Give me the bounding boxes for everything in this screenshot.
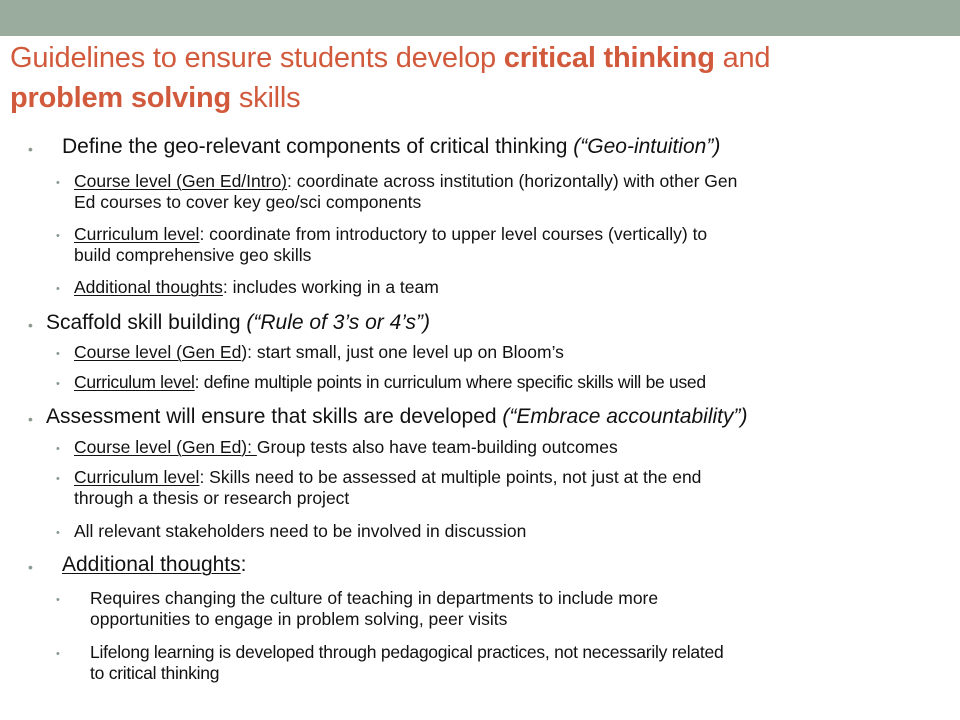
bullet-icon: • xyxy=(56,177,60,189)
item-label: Course level (Gen Ed/Intro) xyxy=(74,171,288,191)
list-item xyxy=(56,372,706,393)
section-additional-thoughts xyxy=(28,553,246,577)
item-text: : Skills need to be assessed at multiple points, not just at the end xyxy=(199,467,702,487)
section-tag: (“Rule of 3’s or 4’s”) xyxy=(246,311,431,334)
bullet-icon: • xyxy=(56,348,60,360)
title-emphasis-problem-solving: problem solving xyxy=(10,82,231,114)
item-label: Curriculum level xyxy=(74,372,195,392)
item-text: Lifelong learning is developed through pedagogical practices, not necessarily related xyxy=(90,642,724,662)
item-text: Group tests also have team-building outcomes xyxy=(256,437,618,457)
section-tag: (“Embrace accountability”) xyxy=(502,405,748,428)
item-text: : define multiple points in curriculum where specific skills will be used xyxy=(194,372,706,392)
list-item xyxy=(56,342,564,363)
bullet-icon: • xyxy=(28,411,33,427)
title-text-2: and xyxy=(714,42,771,74)
item-text-cont: Ed courses to cover key geo/sci components xyxy=(74,192,422,212)
section-tag: (“Geo-intuition”) xyxy=(573,135,721,158)
list-item xyxy=(56,642,723,684)
bullet-icon: • xyxy=(56,473,60,485)
list-item xyxy=(56,437,618,458)
bullet-icon: • xyxy=(28,317,33,333)
bullet-icon: • xyxy=(56,648,60,660)
bullet-icon: • xyxy=(56,378,60,390)
list-item xyxy=(56,467,701,509)
item-text-cont: through a thesis or research project xyxy=(74,488,350,508)
item-label: Course level (Gen Ed): xyxy=(74,437,257,457)
list-item xyxy=(56,171,737,213)
item-text-cont: to critical thinking xyxy=(90,663,220,683)
item-text: Requires changing the culture of teaching in departments to include more xyxy=(90,588,659,608)
bullet-icon: • xyxy=(56,230,60,242)
section-geo-intuition xyxy=(28,135,720,159)
section-label: Additional thoughts xyxy=(62,553,241,576)
title-emphasis-critical-thinking: critical thinking xyxy=(503,42,715,74)
item-text: All relevant stakeholders need to be involved in discussion xyxy=(74,521,527,541)
list-item xyxy=(56,277,439,298)
item-label: Curriculum level xyxy=(74,224,200,244)
item-text-cont: opportunities to engage in problem solving, peer visits xyxy=(90,609,508,629)
item-label: Curriculum level xyxy=(74,467,200,487)
item-text: : coordinate from introductory to upper level courses (vertically) to xyxy=(199,224,708,244)
bullet-icon: • xyxy=(56,443,60,455)
list-item xyxy=(56,588,658,630)
section-text: Define the geo-relevant components of critical thinking xyxy=(62,135,574,158)
list-item xyxy=(56,224,707,266)
section-text: Scaffold skill building xyxy=(46,311,247,334)
bullet-icon: • xyxy=(28,141,33,157)
section-scaffold xyxy=(28,311,430,335)
item-text: : includes working in a team xyxy=(222,277,439,297)
item-text: : coordinate across institution (horizontally) with other Gen xyxy=(287,171,738,191)
section-text: Assessment will ensure that skills are developed xyxy=(46,405,503,428)
title-text-3: skills xyxy=(230,82,301,114)
section-colon: : xyxy=(240,553,247,576)
bullet-icon: • xyxy=(28,559,33,575)
item-label: Additional thoughts xyxy=(74,277,223,297)
item-label: Course level (Gen Ed xyxy=(74,342,242,362)
bullet-icon: • xyxy=(56,594,60,606)
bullet-icon: • xyxy=(56,527,60,539)
list-item xyxy=(56,521,526,542)
title-text-1: Guidelines to ensure students develop xyxy=(10,42,504,74)
bullet-icon: • xyxy=(56,283,60,295)
section-assessment xyxy=(28,405,747,429)
item-text-cont: build comprehensive geo skills xyxy=(74,245,312,265)
item-text: ): start small, just one level up on Bloom’s xyxy=(241,342,564,362)
